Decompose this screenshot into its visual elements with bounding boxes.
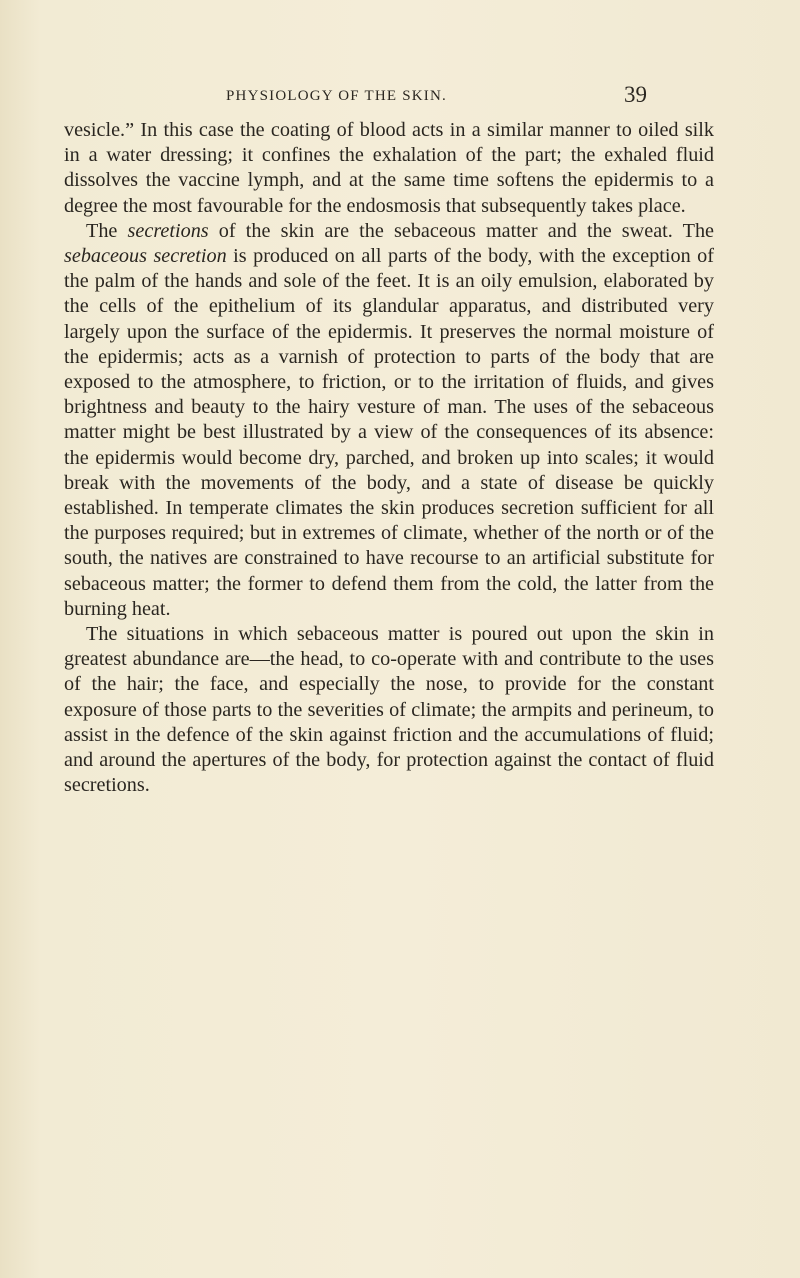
sebaceous-secretion-term: sebaceous secretion <box>64 245 227 268</box>
page-number: 39 <box>624 82 647 107</box>
secretions-term: secretions <box>127 219 209 242</box>
page-header <box>0 78 800 108</box>
running-head: PHYSIOLOGY OF THE SKIN. <box>226 88 447 104</box>
paragraph-2-part-b: of the skin are the sebaceous matter and the sweat. The <box>208 219 714 242</box>
paragraph-2-part-a: The <box>86 219 128 242</box>
paragraph-1: vesicle.” In this case the coating of blood acts in a similar manner to oiled silk in a water dressing; it confines the exhalation of the part; the exhaled fluid dissolves the vaccine lymph, and at the same time softens the epidermis to a degree the most favourable for the endosmosis that subsequently takes place. <box>64 119 714 217</box>
paragraph-3: The situations in which sebaceous matter is poured out upon the skin in greatest abundance are—the head, to co-operate with and contribute to the uses of the hair; the face, and especially the nose, to provide for the constant exposure of those parts to the severities of climate; the armpits and perineum, to assist in the defence of the skin against friction and the accumulations of fluid; and around the apertures of the body, for protection against the contact of fluid secretions. <box>64 623 714 797</box>
paragraph-2 <box>64 219 714 622</box>
paragraph-2-part-c: is produced on all parts of the body, with the exception of the palm of the hands and sole of the feet. It is an oily emulsion, elaborated by the cells of the epithelium of its glandular apparatus, and distributed very largely upon the surface of the epidermis. It preserves the normal moisture of the epidermis; acts as a varnish of protection to parts of the body that are exposed to the atmosphere, to friction, or to the irritation of fluids, and gives brightness and beauty to the hairy vesture of man. The uses of the sebaceous matter might be best illustrated by a view of the consequences of its absence: the epidermis would become dry, parched, and broken up into scales; it would break with the movements of the body, and a state of disease be quickly established. In temperate climates the skin produces secretion sufficient for all the purposes required; but in extremes of climate, whether of the north or of the south, the natives are constrained to have recourse to an artificial substitute for sebaceous matter; the former to defend them from the cold, the latter from the burning heat. <box>64 245 715 620</box>
body-text <box>64 118 714 798</box>
